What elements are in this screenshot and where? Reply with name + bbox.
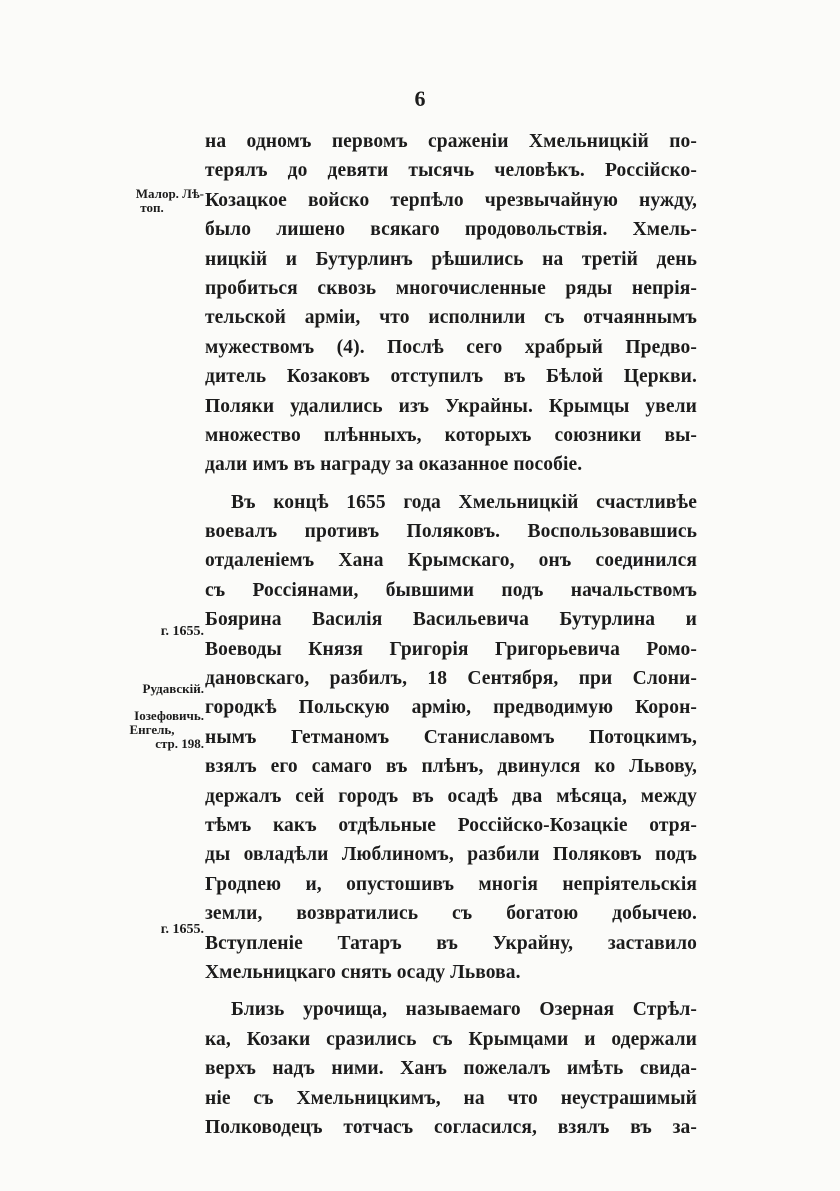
text-line: Въ концѣ 1655 года Хмельницкій счастливѣе (231, 491, 697, 513)
text-line: Козацкое войско терпѣло чрезвычайную нужду, (205, 189, 697, 211)
margin-note-year-1655: г. 1655. (160, 624, 204, 639)
paragraph-2 (205, 488, 697, 988)
text-line: Поляки удалились изъ Украйны. Крымцы увели (205, 395, 697, 417)
text-line: нымъ Гетманомъ Станиславомъ Потоцкимъ, (205, 726, 697, 748)
paragraph-gap (205, 987, 697, 995)
text-line: Полководецъ тотчасъ согласился, взялъ въ за- (205, 1116, 697, 1138)
paragraph-gap (205, 480, 697, 488)
margin-note-source-malor (100, 187, 204, 215)
margin-note-source-iozefovich (100, 709, 204, 751)
text-line: Вступленіе Татаръ въ Украйну, заставило (205, 932, 697, 954)
text-line: тѣмъ какъ отдѣльные Россійско-Козацкіе отря- (205, 814, 697, 836)
margin-note-line: стр. 198. (155, 736, 204, 751)
text-line: дитель Козаковъ отступилъ въ Бѣлой Церкви. (205, 366, 697, 388)
text-line: тельской арміи, что исполнили съ отчаяннымъ (205, 307, 697, 329)
text-line: терялъ до девяти тысячь человѣкъ. Россійско- (205, 160, 697, 182)
text-line: ка, Козаки сразились съ Крымцами и одержали (205, 1028, 697, 1050)
text-line: Воеводы Князя Григорія Григорьевича Ромо- (205, 638, 697, 660)
text-line: Близь урочища, называемаго Озерная Стрѣл- (231, 999, 697, 1021)
text-line: взялъ его самаго въ плѣнъ, двинулся ко Львову, (205, 756, 697, 778)
text-line: воевалъ противъ Поляковъ. Воспользовавшись (205, 521, 697, 543)
text-line: Боярина Василія Васильевича Бутурлина и (205, 609, 697, 631)
text-line: дали имъ въ награду за оказанное пособіе. (205, 454, 583, 476)
paragraph-3 (205, 995, 697, 1142)
text-line: городкѣ Польскую армію, предводимую Корон- (205, 697, 697, 719)
margin-note-line: топ. (140, 200, 164, 215)
body-text (205, 127, 697, 1142)
text-line: земли, возвратились съ богатою добычею. (205, 903, 697, 925)
margin-note-line: Енгель, (129, 722, 175, 737)
margin-note-source-rudavsky: Рудавскій. (142, 681, 204, 696)
margin-note-year-1655-second: г. 1655. (160, 922, 204, 937)
margin-note-line: Малор. Лѣ- (135, 186, 204, 201)
text-line: съ Россіянами, бывшими подъ начальствомъ (205, 579, 697, 601)
text-line: ніе съ Хмельницкимъ, на что неустрашимый (205, 1087, 697, 1109)
text-line: ды овладѣли Люблиномъ, разбили Поляковъ подъ (205, 844, 697, 866)
text-line: Гродnею и, опустошивъ многія непріятельскія (205, 873, 697, 895)
text-line: ницкій и Бутурлинъ рѣшились на третій день (205, 248, 697, 270)
text-line: пробиться сквозь многочисленные ряды непрія- (205, 277, 697, 299)
text-line: верхъ надъ ними. Ханъ пожелалъ имѣть свида- (205, 1058, 697, 1080)
paragraph-1 (205, 127, 697, 480)
text-line: дановскаго, разбилъ, 18 Сентября, при Слони- (205, 668, 697, 690)
text-line: было лишено всякаго продовольствія. Хмель- (205, 219, 697, 241)
text-line: мужествомъ (4). Послѣ сего храбрый Предво- (205, 336, 697, 358)
text-line: Хмельницкаго снять осаду Львова. (205, 961, 521, 983)
text-line: держалъ сей городъ въ осадѣ два мѣсяца, между (205, 785, 697, 807)
text-line: множество плѣнныхъ, которыхъ союзники вы- (205, 424, 697, 446)
page-number: 6 (414, 86, 426, 111)
margin-note-line: Іозефовичь. (134, 708, 204, 723)
text-line: на одномъ первомъ сраженіи Хмельницкій по- (205, 131, 697, 152)
text-line: отдаленіемъ Хана Крымскаго, онъ соединился (205, 550, 697, 572)
